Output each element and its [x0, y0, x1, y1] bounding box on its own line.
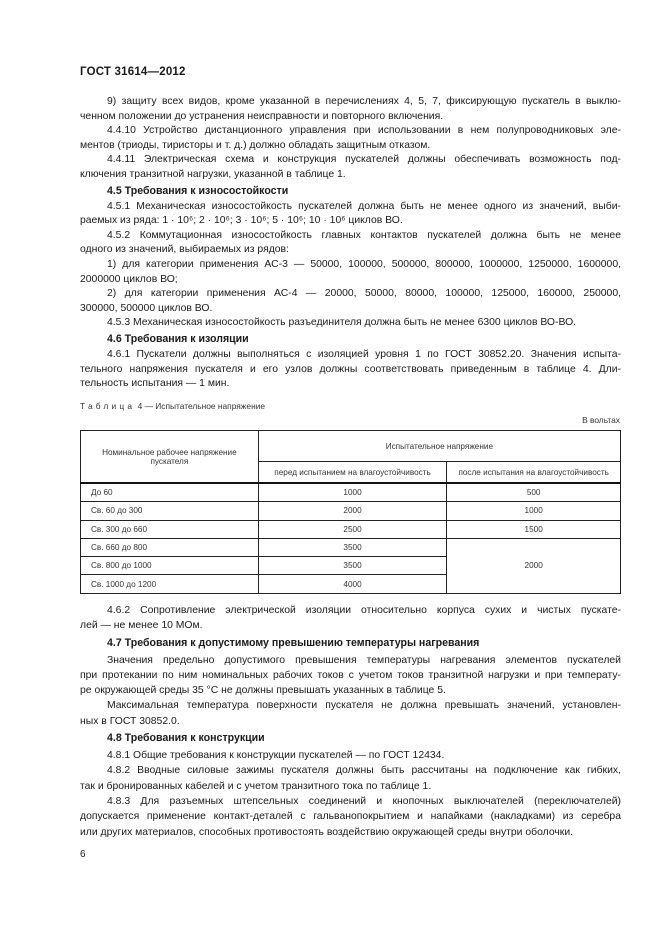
- paragraph-line: ных в ГОСТ 30852.0.: [80, 715, 180, 727]
- paragraph-line: при протекании по ним номинальных рабочих токов с учетом токов транзитной нагрузки и при температу-: [80, 669, 621, 681]
- text-block-upper: [80, 95, 621, 392]
- table-unit: В вольтах: [582, 415, 620, 425]
- section-heading: 4.5 Требования к износостойкости: [107, 184, 289, 197]
- paragraph-line: 4.5.3 Механическая износостойкость разъединителя должна быть не менее 6300 циклов ВО-ВО.: [107, 317, 577, 329]
- section-heading: 4.6 Требования к изоляции: [107, 332, 249, 345]
- cell-before-test: 4000: [258, 575, 447, 593]
- paragraph-line: 9) защиту всех видов, кроме указанной в перечислениях 4, 5, 7, фиксирующую пускатель в выклю-: [107, 96, 621, 107]
- document-header: ГОСТ 31614—2012: [80, 66, 186, 78]
- paragraph-line: ключения транзитной нагрузки, указанной в таблице 1.: [80, 168, 346, 180]
- page-number: 6: [80, 849, 86, 860]
- col-group-header-test-voltage: Испытательное напряжение: [258, 431, 620, 462]
- cell-rated-voltage: Св. 1000 до 1200: [81, 575, 259, 593]
- paragraph-line: одного из значений, выбираемых из рядов:: [80, 244, 289, 256]
- cell-rated-voltage: Св. 800 до 1000: [81, 557, 259, 575]
- col-header-rated-voltage: Номинальное рабочее напряжение пускателя: [81, 431, 259, 484]
- table-caption-number: 4: [137, 401, 143, 411]
- table-caption-prefix: Таблица: [80, 401, 136, 411]
- paragraph-line: ченном положении до устранения неисправности и повторного включения.: [80, 110, 444, 122]
- cell-after-test: 1500: [447, 520, 621, 538]
- paragraph-line: 4.4.10 Устройство дистанционного управления при использовании в нем полупроводниковых эле-: [107, 125, 621, 137]
- cell-before-test: 3500: [258, 538, 447, 556]
- text-block-lower: [80, 603, 621, 840]
- section-heading: 4.8 Требования к конструкции: [107, 732, 265, 745]
- test-voltage-table: [80, 430, 621, 594]
- paragraph-line: 4.5.1 Механическая износостойкость пускателей должна быть не менее одного из значений, выби-: [107, 200, 621, 212]
- cell-before-test: 1000: [258, 483, 447, 502]
- paragraph-line: 4.8.2 Вводные силовые зажимы пускателя должны быть рассчитаны на подключение как гибких,: [107, 765, 621, 777]
- cell-after-test: 2000: [447, 538, 621, 593]
- table-caption: [80, 401, 265, 411]
- paragraph-line: так и бронированных кабелей и с учетом транзитного тока по таблице 1.: [80, 780, 432, 792]
- table-row: [81, 520, 621, 538]
- paragraph-line: 1) для категории применения АС-3 — 50000, 100000, 500000, 800000, 1000000, 1250000, 1600000,: [107, 258, 621, 270]
- table-row: [81, 538, 621, 556]
- col-header-after: после испытания на влагоустойчивость: [447, 462, 621, 484]
- col-header-before: перед испытанием на влагоустойчивость: [258, 462, 447, 484]
- cell-after-test: 500: [447, 483, 621, 502]
- paragraph-line: 4.6.1 Пускатели должны выполняться с изоляцией уровня 1 по ГОСТ 30852.20. Значения испыта-: [107, 348, 621, 360]
- table-row: [81, 483, 621, 502]
- paragraph-line: 2) для категории применения АС-4 — 20000, 50000, 80000, 100000, 125000, 160000, 250000,: [107, 288, 621, 300]
- paragraph-line: Значения предельно допустимого превышения температуры нагревания элементов пускателей: [107, 654, 621, 666]
- paragraph-line: лей — не менее 10 МОм.: [80, 620, 203, 632]
- paragraph-line: 4.8.1 Общие требования к конструкции пускателей — по ГОСТ 12434.: [107, 750, 445, 762]
- section-heading: 4.7 Требования к допустимому превышению температуры нагревания: [107, 636, 480, 649]
- cell-before-test: 2000: [258, 502, 447, 520]
- cell-rated-voltage: До 60: [81, 483, 259, 502]
- cell-before-test: 2500: [258, 520, 447, 538]
- paragraph-line: ре окружающей среды 35 °С не должны превышать указанных в таблице 5.: [80, 685, 446, 697]
- paragraph-line: 4.4.11 Электрическая схема и конструкция пускателей должны обеспечивать возможность под-: [107, 154, 621, 166]
- paragraph-line: Максимальная температура поверхности пускателя не должна превышать значений, установлен-: [107, 700, 621, 712]
- paragraph-line: 4.5.2 Коммутационная износостойкость главных контактов пускателей должна быть не менее: [107, 229, 621, 241]
- paragraph-line: или других материалов, способных противостоять воздействию окружающей среды внутри оболочки.: [80, 826, 574, 838]
- cell-before-test: 3500: [258, 557, 447, 575]
- cell-rated-voltage: Св. 660 до 800: [81, 538, 259, 556]
- paragraph-line: допускается применение контакт-деталей с гальванопокрытием и напайками (накладками) из серебра: [80, 811, 621, 823]
- paragraph-line: ментов (триоды, тиристоры и т. д.) должно обладать защитным отказом.: [80, 139, 431, 151]
- paragraph-line: раемых из ряда: 1 · 10⁶; 2 · 10⁶; 3 · 10⁶; 5 · 10⁶; 10 · 10⁶ циклов ВО.: [80, 215, 403, 227]
- table-caption-title: — Испытательное напряжение: [142, 401, 266, 411]
- paragraph-line: тельность испытания — 1 мин.: [80, 378, 230, 390]
- paragraph-line: тельного напряжения пускателя и его узлов должны соответствовать приведенным в таблице 4. Дли-: [80, 363, 621, 375]
- table-row: [81, 502, 621, 520]
- paragraph-line: 2000000 циклов ВО;: [80, 273, 178, 285]
- cell-rated-voltage: Св. 60 до 300: [81, 502, 259, 520]
- paragraph-line: 300000, 500000 циклов ВО.: [80, 302, 213, 314]
- cell-rated-voltage: Св. 300 до 660: [81, 520, 259, 538]
- cell-after-test: 1000: [447, 502, 621, 520]
- paragraph-line: 4.8.3 Для разъемных штепсельных соединений и кнопочных выключателей (переключателей): [107, 795, 621, 807]
- paragraph-line: 4.6.2 Сопротивление электрической изоляции относительно корпуса сухих и чистых пускате-: [107, 605, 621, 616]
